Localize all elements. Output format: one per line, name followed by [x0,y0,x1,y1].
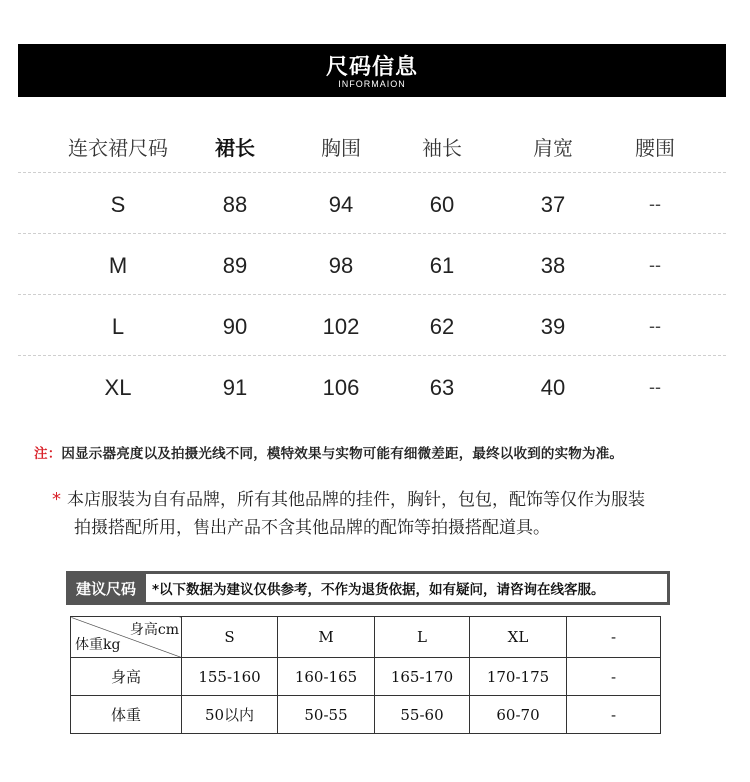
cell-waist: -- [649,316,661,336]
cell-length: 91 [222,374,248,400]
suggestion-label: 建议尺码 [66,571,146,605]
corner-height-label: 身高cm [129,622,179,638]
note-text: 因显示器亮度以及拍摄光线不同，模特效果与实物可能有细微差距，最终以收到的实物为准。 [61,446,624,462]
header-length: 裙长 [215,135,255,160]
weight-s: 50以内 [182,696,278,734]
row-divider [18,355,726,356]
cell-bust: 102 [322,313,360,339]
cell-length: 88 [222,191,248,217]
corner-weight-label: 体重kg [75,637,121,653]
size-l: L [375,617,470,658]
cell-waist: -- [649,377,661,397]
row-divider [18,294,726,295]
cell-shoulder: 37 [540,191,566,217]
table-row [71,658,661,696]
height-xl: 170-175 [470,658,567,696]
cell-sleeve: 61 [429,252,455,278]
weight-l: 55-60 [375,696,470,734]
cell-length: 90 [222,313,248,339]
cell-shoulder: 40 [540,374,566,400]
cell-waist: -- [649,255,661,275]
page-title: 尺码信息 [325,55,418,80]
table-row [18,296,726,357]
suggestion-header [66,571,670,605]
table-row [18,174,726,235]
header-banner [18,44,726,97]
row-divider [18,233,726,234]
size-table-header [18,118,726,174]
weight-xl: 60-70 [470,696,567,734]
header-bust: 胸围 [321,135,361,160]
table-row [18,235,726,296]
page-subtitle: INFORMAION [338,79,406,89]
disclaimer [52,486,750,542]
cell-shoulder: 39 [540,313,566,339]
header-size: 连衣裙尺码 [68,135,168,160]
size-s: S [182,617,278,658]
height-l: 165-170 [375,658,470,696]
note-prefix: 注： [34,446,62,462]
height-m: 160-165 [278,658,375,696]
cell-length: 89 [222,252,248,278]
header-sleeve: 袖长 [422,135,462,160]
height-s: 155-160 [182,658,278,696]
cell-size: XL [104,374,132,400]
row-divider [18,172,726,173]
size-xl: XL [470,617,567,658]
cell-sleeve: 60 [429,191,455,217]
cell-size: S [110,191,126,217]
weight-other: - [567,696,661,734]
suggestion-header-row [71,617,661,658]
disclaimer-line-2: 拍摄搭配所用，售出产品不含其他品牌的配饰等拍摄搭配道具。 [74,518,550,538]
row-label-weight: 体重 [71,696,182,734]
suggestion-table [70,616,661,734]
cell-waist: -- [649,194,661,214]
suggestion-text: *以下数据为建议仅供参考，不作为退货依据，如有疑问，请咨询在线客服。 [146,571,670,605]
cell-bust: 98 [328,252,354,278]
header-waist: 腰围 [635,135,675,160]
cell-size: M [108,252,128,278]
size-other: - [567,617,661,658]
cell-bust: 106 [322,374,360,400]
cell-bust: 94 [328,191,354,217]
height-other: - [567,658,661,696]
cell-sleeve: 62 [429,313,455,339]
size-m: M [278,617,375,658]
header-shoulder: 肩宽 [533,135,573,160]
cell-sleeve: 63 [429,374,455,400]
cell-size: L [111,313,125,339]
asterisk-icon: * [52,489,61,510]
table-row [18,357,726,418]
size-table [18,118,726,418]
row-label-height: 身高 [71,658,182,696]
cell-shoulder: 38 [540,252,566,278]
display-note [34,442,623,462]
table-row [71,696,661,734]
weight-m: 50-55 [278,696,375,734]
corner-cell [71,617,182,658]
disclaimer-line-1: 本店服装为自有品牌，所有其他品牌的挂件，胸针，包包，配饰等仅作为服装 [67,490,645,510]
